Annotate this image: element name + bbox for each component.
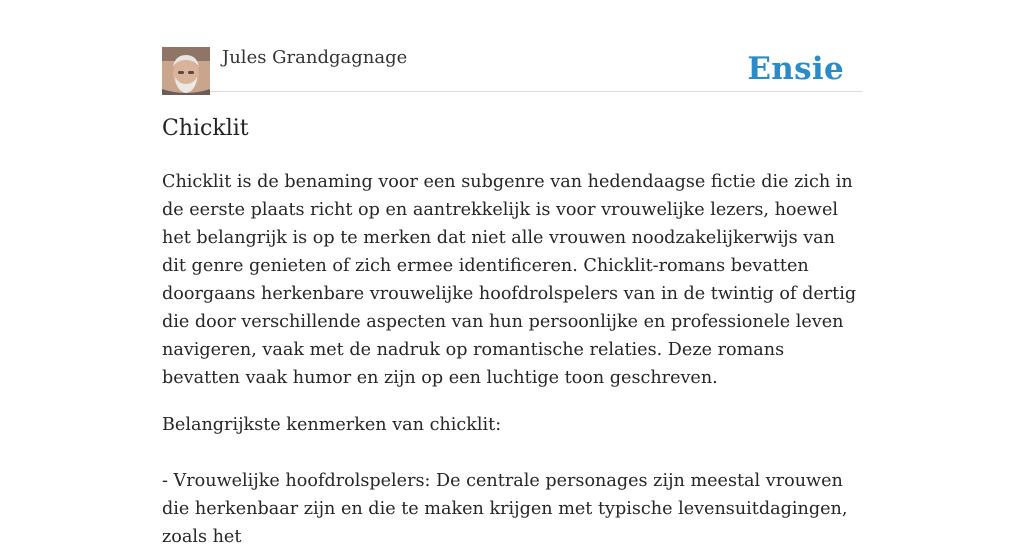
author-avatar[interactable] bbox=[162, 47, 210, 95]
ensie-logo[interactable]: Ensie bbox=[747, 51, 844, 87]
article-title: Chicklit bbox=[162, 116, 249, 141]
author-name[interactable]: Jules Grandgagnage bbox=[222, 47, 408, 68]
article-paragraph-intro: Chicklit is de benaming voor een subgenre van hedendaagse fictie die zich in de eerste plaats richt op en aantrekkelijk is voor vrouwelijke lezers, hoewel het belangrijk is op te merken dat niet alle vrouwen noodzakelijkerwijs van dit genre genieten of zich ermee identificeren. Chicklit-romans bevatten doorgaans herkenbare vrouwelijke hoofdrolspelers van in de twintig of dertig die door verschillende aspecten van hun persoonlijke en professionele leven navigeren, vaak met de nadruk op romantische relaties. Deze romans bevatten vaak humor en zijn op een luchtige toon geschreven. bbox=[162, 172, 857, 388]
author-avatar-image bbox=[162, 47, 210, 95]
article-paragraph-heading: Belangrijkste kenmerken van chicklit: bbox=[162, 415, 502, 435]
article-header bbox=[162, 45, 862, 92]
article-paragraph-list-item: - Vrouwelijke hoofdrolspelers: De centrale personages zijn meestal vrouwen die herkenbaar zijn en die te maken krijgen met typische levensuitdagingen, zoals het bbox=[162, 471, 848, 547]
